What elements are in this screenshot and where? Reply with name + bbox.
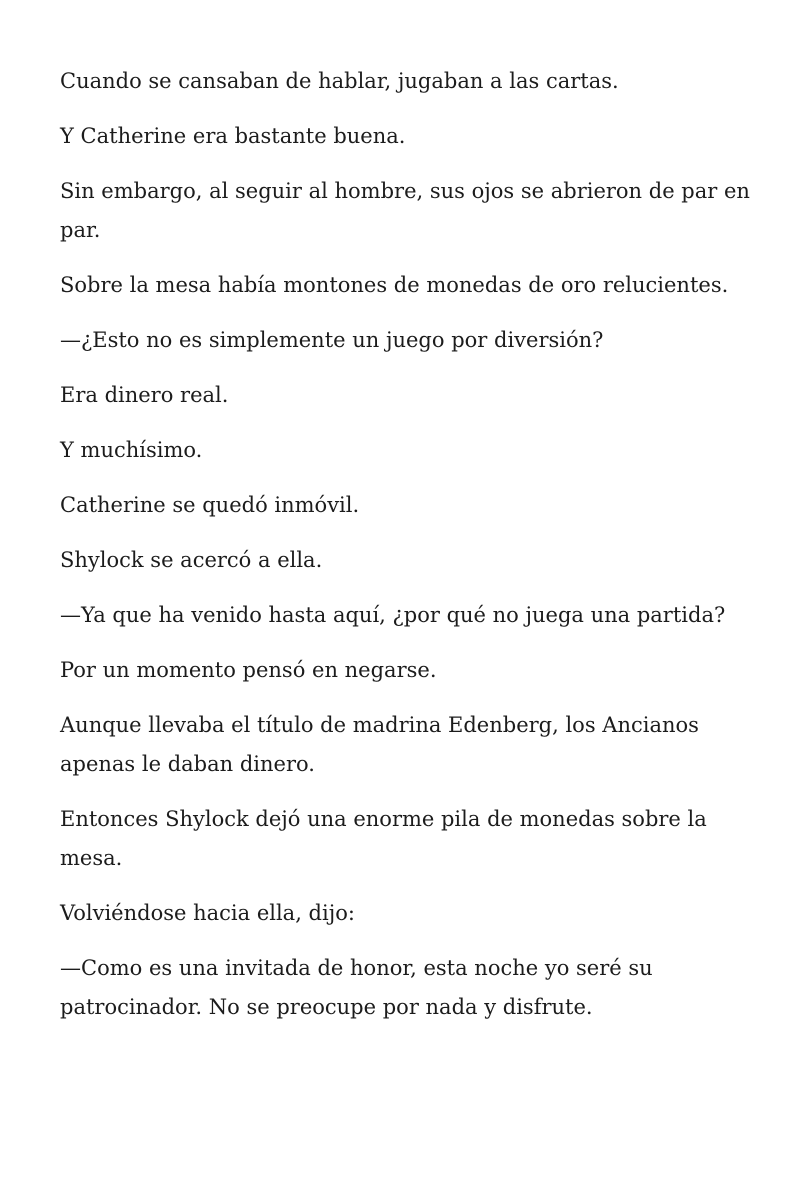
paragraph: Catherine se quedó inmóvil. [60,493,360,517]
reading-page [60,62,750,1043]
paragraph: Sobre la mesa había montones de monedas de oro relucientes. [60,273,729,297]
paragraph: Aunque llevaba el título de madrina Edenberg, los Ancianos apenas le daban dinero. [60,713,699,776]
paragraph: —Ya que ha venido hasta aquí, ¿por qué no juega una partida? [60,603,726,627]
paragraph: Shylock se acercó a ella. [60,548,323,572]
paragraph: Cuando se cansaban de hablar, jugaban a las cartas. [60,69,619,93]
paragraph: —Como es una invitada de honor, esta noche yo seré su patrocinador. No se preocupe por nada y disfrute. [60,956,653,1019]
paragraph: —¿Esto no es simplemente un juego por diversión? [60,328,604,352]
paragraph: Volviéndose hacia ella, dijo: [60,901,355,925]
paragraph: Era dinero real. [60,383,229,407]
paragraph: Por un momento pensó en negarse. [60,658,437,682]
paragraph: Y Catherine era bastante buena. [60,124,406,148]
paragraph: Y muchísimo. [60,438,203,462]
paragraph: Entonces Shylock dejó una enorme pila de monedas sobre la mesa. [60,807,707,870]
paragraph: Sin embargo, al seguir al hombre, sus ojos se abrieron de par en par. [60,179,750,242]
